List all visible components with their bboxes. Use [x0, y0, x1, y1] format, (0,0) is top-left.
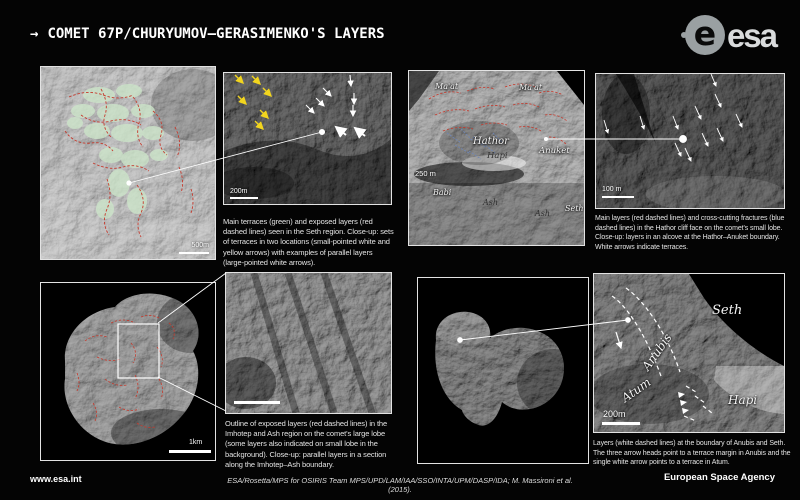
esa-logo [685, 15, 776, 55]
page-title [30, 26, 385, 42]
region-label-anubis: Anubis [639, 330, 675, 374]
esa-arrow-icon: → [30, 26, 39, 42]
anubis-context-photo [417, 277, 589, 464]
imhotep-caption: Outline of exposed layers (red dashed lines) in the Imhotep and Ash region on the comet's large lobe (some layers also indicated on small lobe in the background). Close-up: parallel layers in a section along the Imhotep–Ash boundary. [225, 419, 388, 469]
scale-bar [602, 422, 640, 425]
scale-bar [602, 196, 634, 198]
imhotep-closeup-art [226, 273, 391, 413]
imhotep-closeup-photo [225, 272, 392, 414]
hathor-closeup-art [596, 74, 784, 208]
scale-bar [169, 450, 211, 453]
seth-caption: Main terraces (green) and exposed layers (red dashed lines) seen in the Seth region. Close-up: sets of terraces in two locations (small-pointed white and yellow arrows) with examples of parallel layers (large-pointed white arrows). [223, 217, 394, 267]
image-credit: ESA/Rosetta/MPS for OSIRIS Team MPS/UPD/LAM/IAA/SSO/INTA/UPM/DASP/IDA; M. Massironi et al. (2015). [227, 476, 573, 494]
scale-label: 200m [603, 409, 626, 419]
anubis-context-art [418, 278, 588, 463]
seth-closeup-photo [223, 72, 392, 205]
seth-main-art [41, 67, 215, 259]
region-label-maat-left: Ma'at [435, 82, 459, 91]
region-label-ash-right: Ash [535, 209, 551, 218]
scale-label: 500m [191, 242, 209, 249]
region-label-seth: Seth [712, 303, 743, 318]
region-label-hathor: Hathor [473, 136, 509, 147]
scale-bar [234, 401, 280, 404]
scale-bar [179, 252, 209, 254]
region-label-babi: Babi [433, 188, 452, 197]
region-label-hapi: Hapi [487, 151, 508, 161]
imhotep-main-art [41, 283, 215, 460]
scale-label: 1km [189, 439, 203, 446]
region-label-seth: Seth [565, 204, 584, 213]
scale-label: 200m [230, 188, 248, 195]
scale-label: 100 m [602, 186, 622, 193]
scale-bar [230, 197, 258, 199]
hathor-closeup-photo [595, 73, 785, 209]
hathor-main-photo [408, 70, 585, 246]
page-title-text: COMET 67P/CHURYUMOV–GERASIMENKO'S LAYERS [47, 26, 385, 42]
imhotep-main-photo [40, 282, 216, 461]
esa-globe-e: e [693, 14, 717, 53]
esa-logo-text: esa [726, 16, 776, 54]
hathor-caption: Main layers (red dashed lines) and cross-cutting fractures (blue dashed lines) in the Hathor cliff face on the comet's small lobe. Close-up: layers in an alcove at the Hathor–Anuket boundary. White arrows indicate terraces. [595, 215, 785, 251]
esa-website-link[interactable]: www.esa.int [30, 474, 82, 484]
region-label-atum: Atum [618, 374, 654, 406]
scale-label: 250 m [415, 169, 436, 178]
anubis-caption: Layers (white dashed lines) at the boundary of Anubis and Seth. The three arrow heads point to a terrace margin in Anubis and the single white arrow points to a terrace in Atum. [593, 440, 791, 467]
seth-main-photo [40, 66, 216, 260]
region-label-maat-right: Ma'at [519, 83, 543, 92]
region-label-anuket: Anuket [539, 146, 570, 156]
region-label-ash-left: Ash [483, 198, 499, 207]
agency-name: European Space Agency [663, 472, 775, 483]
region-label-hapi: Hapi [728, 393, 758, 407]
seth-closeup-art [224, 73, 391, 204]
esa-globe-icon [685, 15, 725, 55]
anubis-closeup-photo [593, 273, 785, 433]
